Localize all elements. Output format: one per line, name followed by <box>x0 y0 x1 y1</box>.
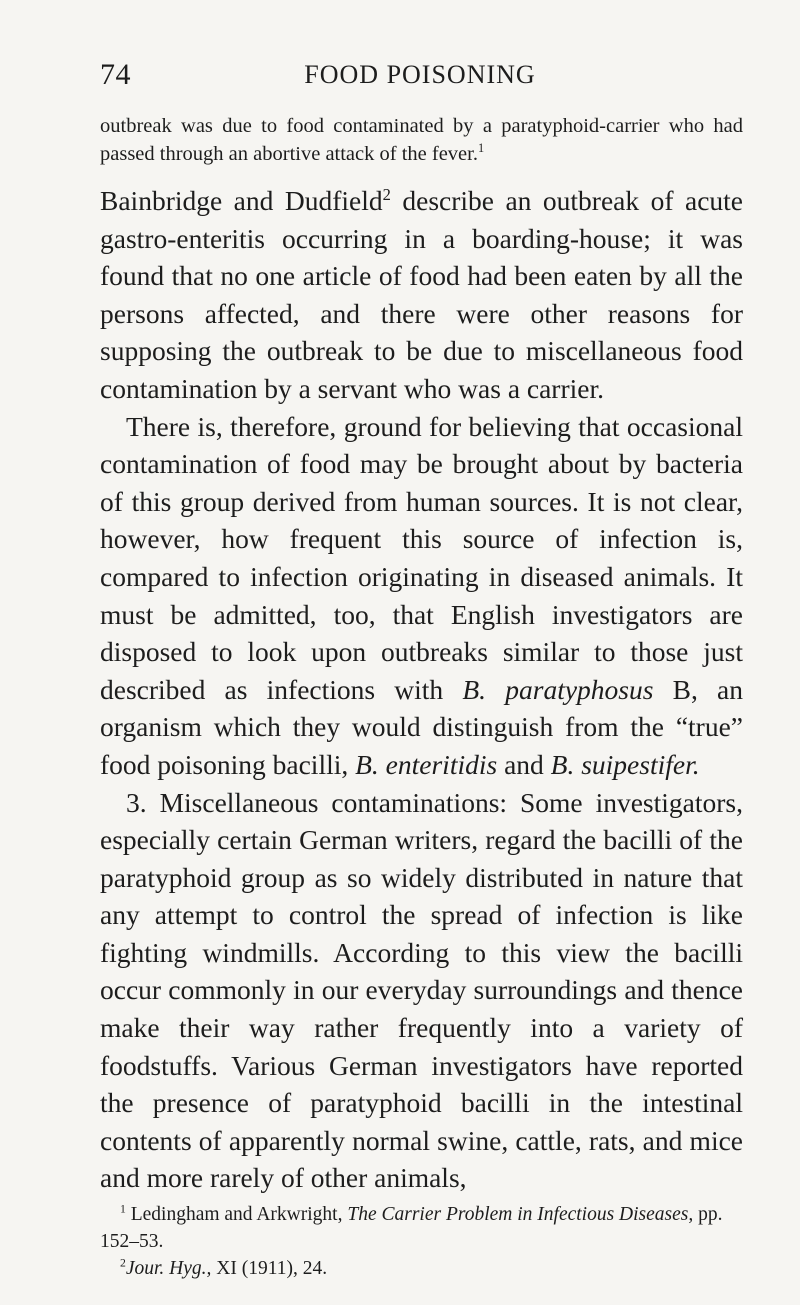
species-name: B. enteritidis <box>355 748 498 780</box>
body-text <box>100 112 743 1282</box>
paragraph-human-sources: There is, therefore, ground for believing that occasional contamination of food may be brought about by bacteria of this group derived from human sources. It is not clear, however, how frequent this source of infection is, compared to infection originating in diseased animals. It must be admitted, too, that English investigators are disposed to look upon outbreaks similar to those just described as infections with B. paratyphosus B, an organism which they would distinguish from the “true” food poisoning bacilli, B. enteritidis and B. suipestifer. <box>100 410 744 780</box>
footnotes <box>100 1201 743 1282</box>
paragraph-continuation: outbreak was due to food contaminated by a paratyphoid-carrier who had passed through an abortive attack of the fever.$^1$ <box>100 115 743 165</box>
paragraph-bainbridge: Bainbridge and Dudfield$^2$ describe an outbreak of acute gastro-enteritis occurring in a boarding-house; it was found that no one article of food had been eaten by all the persons affected, and there were other reasons for supposing the outbreak to be due to miscellaneous food contamination by a servant who was a carrier. <box>100 184 743 404</box>
footnote-ref-1: 1 <box>477 141 485 156</box>
footnote-mark-1: 1 <box>120 1202 126 1216</box>
species-name: B. suipestifer. <box>550 748 700 780</box>
footnote-ref-2: 2 <box>382 184 391 204</box>
page-header <box>100 58 740 98</box>
footnote-1: $^1$ Ledingham and Arkwright, The Carrier Problem in Infectious Diseases, pp. 152–53. <box>100 1202 723 1253</box>
running-title: FOOD POISONING <box>304 60 536 89</box>
species-name: B. paratyphosus <box>462 673 654 705</box>
page-number: 74 <box>100 58 131 91</box>
footnote-2: $^2$Jour. Hyg., XI (1911), 24. <box>120 1256 328 1280</box>
paragraph-miscellaneous-contaminations: 3. Miscellaneous contaminations: Some investigators, especially certain German writers, regard the bacilli of the paratyphoid group as so widely distributed in nature that any attempt to control the spread of infection is like fighting windmills. According to this view the bacilli occur commonly in our everyday surroundings and thence make their way rather frequently into a variety of foodstuffs. Various German investigators have reported the presence of paratyphoid bacilli in the intestinal contents of apparently normal swine, cattle, rats, and mice and more rarely of other animals, <box>100 786 743 1194</box>
footnote-mark-2: 2 <box>120 1256 126 1270</box>
